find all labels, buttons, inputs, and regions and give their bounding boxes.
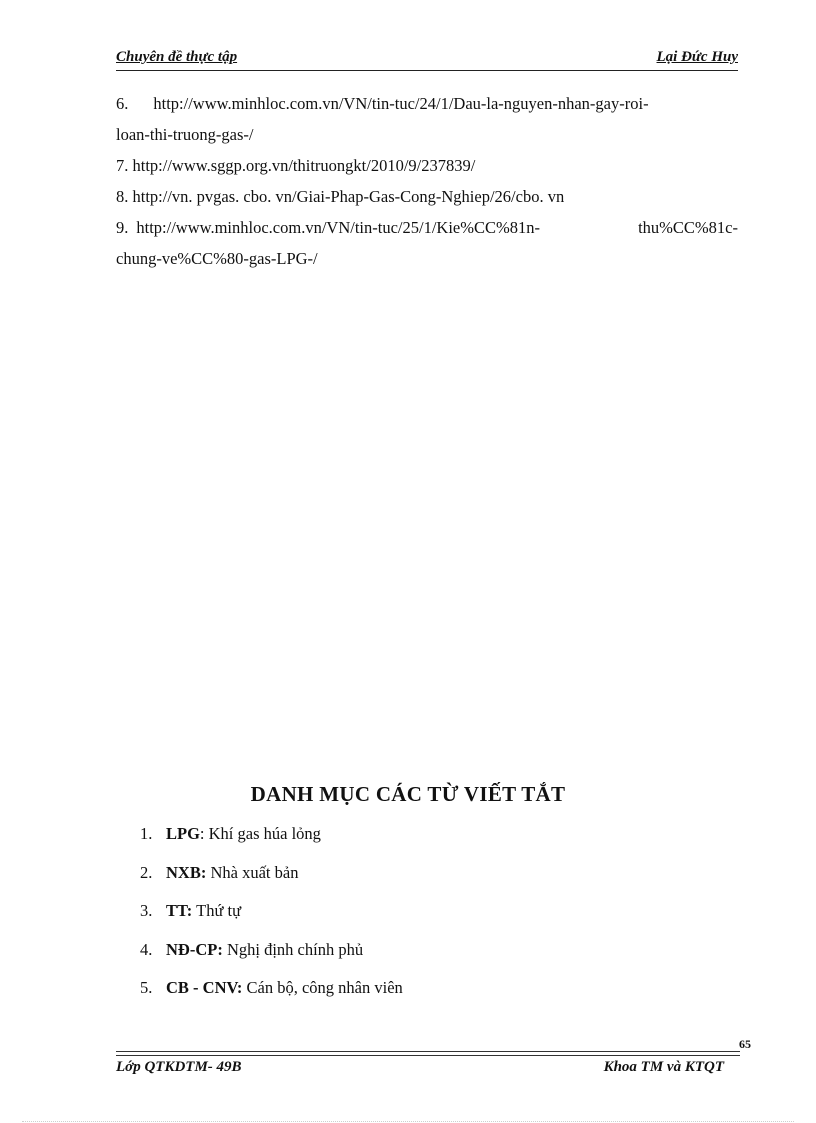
reference-continuation[interactable]: chung-ve%CC%80-gas-LPG-/ xyxy=(116,249,318,268)
abbreviation-item xyxy=(140,861,403,900)
abbreviation-term: TT: xyxy=(166,901,193,920)
abbreviation-meaning: Nghị định chính phủ xyxy=(226,939,364,959)
page-header xyxy=(116,48,738,70)
reference-link[interactable]: http://www.sggp.org.vn/thitruongkt/2010/9/237839/ xyxy=(132,156,476,175)
footer-faculty: Khoa TM và KTQT xyxy=(603,1059,724,1075)
header-document-type: Chuyên đề thực tập xyxy=(116,49,238,65)
abbreviation-term: NĐ-CP: xyxy=(166,939,223,959)
reference-number: 9. xyxy=(116,218,129,237)
reference-number: 8. xyxy=(116,187,129,206)
abbreviation-separator: : xyxy=(199,824,209,843)
footer-class: Lớp QTKDTM- 49B xyxy=(116,1059,242,1075)
reference-item xyxy=(116,88,738,119)
abbreviation-term: CB - CNV: xyxy=(166,978,243,997)
page-footer xyxy=(116,1057,724,1079)
abbreviation-number: 4. xyxy=(140,939,153,959)
abbreviation-number: 5. xyxy=(140,978,153,997)
abbreviation-item xyxy=(140,938,403,977)
abbreviation-number: 2. xyxy=(140,862,153,882)
reference-link-part[interactable]: thu%CC%81c- xyxy=(638,218,738,237)
header-author: Lại Đức Huy xyxy=(656,49,738,65)
reference-number: 6. xyxy=(116,94,129,113)
page-number: 65 xyxy=(739,1037,751,1051)
abbreviation-item xyxy=(140,822,403,861)
reference-link[interactable]: http://www.minhloc.com.vn/VN/tin-tuc/25/1/Kie%CC%81n- xyxy=(136,218,540,237)
abbreviation-meaning: Nhà xuất bản xyxy=(210,862,299,882)
reference-item xyxy=(116,181,738,212)
reference-number: 7. xyxy=(116,156,129,175)
reference-list xyxy=(116,88,738,274)
abbreviation-item xyxy=(140,899,403,938)
reference-item xyxy=(116,150,738,181)
abbreviation-term: NXB: xyxy=(166,862,207,882)
reference-link[interactable]: http://vn. pvgas. cbo. vn/Giai-Phap-Gas-Cong-Nghiep/26/cbo. vn xyxy=(132,187,565,206)
abbreviation-term: LPG xyxy=(166,824,200,843)
abbreviation-item xyxy=(140,976,403,1015)
footer-divider xyxy=(116,1055,740,1056)
page-bottom-border xyxy=(22,1121,794,1122)
abbreviations-title: DANH MỤC CÁC TỪ VIẾT TẮT xyxy=(250,782,566,806)
abbreviation-list xyxy=(140,822,403,1015)
abbreviation-number: 3. xyxy=(140,901,153,920)
abbreviation-number: 1. xyxy=(140,824,153,843)
abbreviation-meaning: Cán bộ, công nhân viên xyxy=(246,978,403,997)
footer-divider xyxy=(116,1051,740,1052)
reference-item xyxy=(116,212,738,243)
reference-continuation[interactable]: loan-thi-truong-gas-/ xyxy=(116,125,254,144)
abbreviation-meaning: Khí gas húa lỏng xyxy=(208,824,321,843)
header-divider xyxy=(116,70,738,71)
reference-link[interactable]: http://www.minhloc.com.vn/VN/tin-tuc/24/1/Dau-la-nguyen-nhan-gay-roi- xyxy=(153,94,649,113)
abbreviation-meaning: Thứ tự xyxy=(196,901,242,920)
